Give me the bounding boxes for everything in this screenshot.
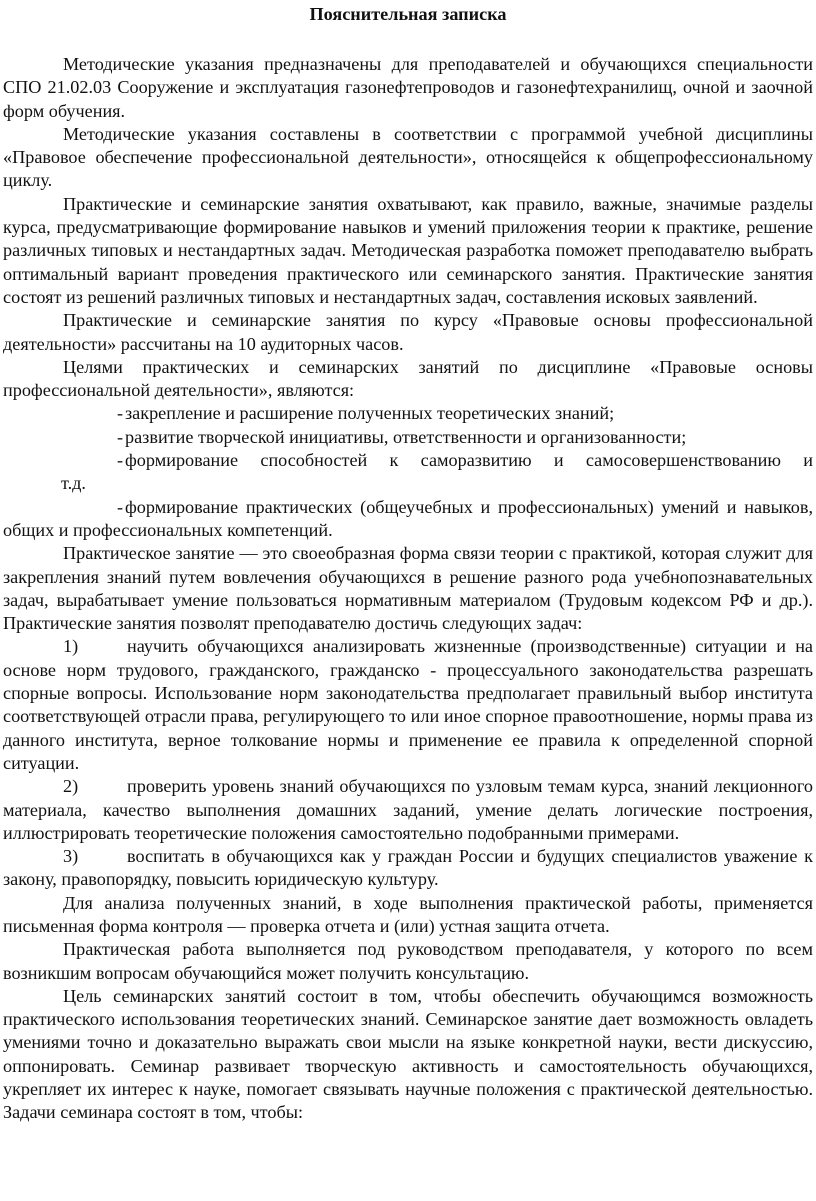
list-item [3,402,813,425]
paragraph-practical-seminars: Практические и семинарские занятия охватывают, как правило, важные, значимые разделы курса, предусматривающие формирование навыков и умений приложения теории к практике, решение различных типовых и нестандартных задач. Методическая разработка поможет преподавателю выбрать оптимальный вариант проведения практического или семинарского занятия. Практические занятия состоят из решений различных типовых и нестандартных задач, составления исковых заявлений. [3,193,813,307]
item-text: научить обучающихся анализировать жизненные (производственные) ситуации и на основе норм трудового, гражданского, гражданско - процессуального законодательства разрешать спорные вопросы. Использование норм законодательства предполагает правильный выбор института соответствующей отрасли права, регулирующего то или иное спорное правоотношение, нормы права из данного института, верное толкование нормы и применение ее правила к определенной спорной ситуации. [3,636,813,773]
bullet-dash: - [117,403,124,424]
bullet-dash: - [117,450,124,471]
paragraph-goals: Целями практических и семинарских занятий по дисциплине «Правовые основы профессиональной деятельности», являются: [3,356,813,401]
bullet-text: развитие творческой инициативы, ответственности и организованности; [125,426,687,447]
list-item [3,775,813,845]
bullet-text: формирование практических (общеучебных и профессиональных) умений и навыков, общих и профессиональных компетенций. [3,496,813,540]
paragraph-guidance: Практическая работа выполняется под руководством преподавателя, у которого по всем возникшим вопросам обучающийся может получить консультацию. [3,939,813,983]
paragraph-purpose: Методические указания предназначены для преподавателей и обучающихся специальности СПО 21.02.03 Сооружение и эксплуатация газонефтепроводов и газонефтехранилищ, очной и заочной форм обучения. [3,54,813,121]
item-text: воспитать в обучающихся как у граждан России и будущих специалистов уважение к закону, правопорядку, повысить юридическую культуру. [3,846,813,890]
page-title: Пояснительная записка [309,4,507,24]
item-number: 3) [63,846,79,867]
paragraph-control: Для анализа полученных знаний, в ходе выполнения практической работы, применяется письменная форма контроля — проверка отчета и (или) устная защита отчета. [3,892,813,936]
paragraph-hours: Практические и семинарские занятия по курсу «Правовые основы профессиональной деятельности» рассчитаны на 10 аудиторных часов. [3,310,813,354]
bullet-text: формирование способностей к саморазвитию и самосовершенствованию и [125,450,813,471]
bullet-dash: - [117,426,124,447]
list-item [3,496,813,543]
paragraph-program: Методические указания составлены в соответствии с программой учебной дисциплины «Правовое обеспечение профессиональной деятельности», относящейся к общепрофессиональному циклу. [3,123,813,191]
bullet-continuation: т.д. [61,473,86,494]
list-item [3,449,813,472]
list-item [3,635,813,775]
list-item [3,845,813,892]
bullet-text: закрепление и расширение полученных теоретических знаний; [125,403,615,424]
bullet-dash: - [117,496,124,517]
item-number: 1) [63,636,79,657]
item-text: проверить уровень знаний обучающихся по узловым темам курса, знаний лекционного материала, качество выполнения домашних заданий, умение делать логические построения, иллюстрировать теоретические положения самостоятельно подобранными примерами. [3,776,813,843]
list-item [3,426,813,449]
document-body [0,53,816,1125]
paragraph-practical-lesson: Практическое занятие — это своеобразная форма связи теории с практикой, которая служит для закрепления знаний путем вовлечения обучающихся в решение разного рода учебнопознавательных задач, вырабатывает умение пользоваться нормативным материалом (Трудовым кодексом РФ и др.). Практические занятия позволят преподавателю достичь следующих задач: [3,543,813,634]
item-number: 2) [63,776,79,797]
paragraph-seminar-goal: Цель семинарских занятий состоит в том, чтобы обеспечить обучающимся возможность практического использования теоретических знаний. Семинарское занятие дает возможность овладеть умениями точно и доказательно выражать свои мысли на языке конкретной науки, вести дискуссию, оппонировать. Семинар развивает творческую активность и самостоятельность обучающихся, укрепляет их интерес к науке, помогает связывать научные положения с практической деятельностью. Задачи семинара состоят в том, чтобы: [3,985,813,1123]
